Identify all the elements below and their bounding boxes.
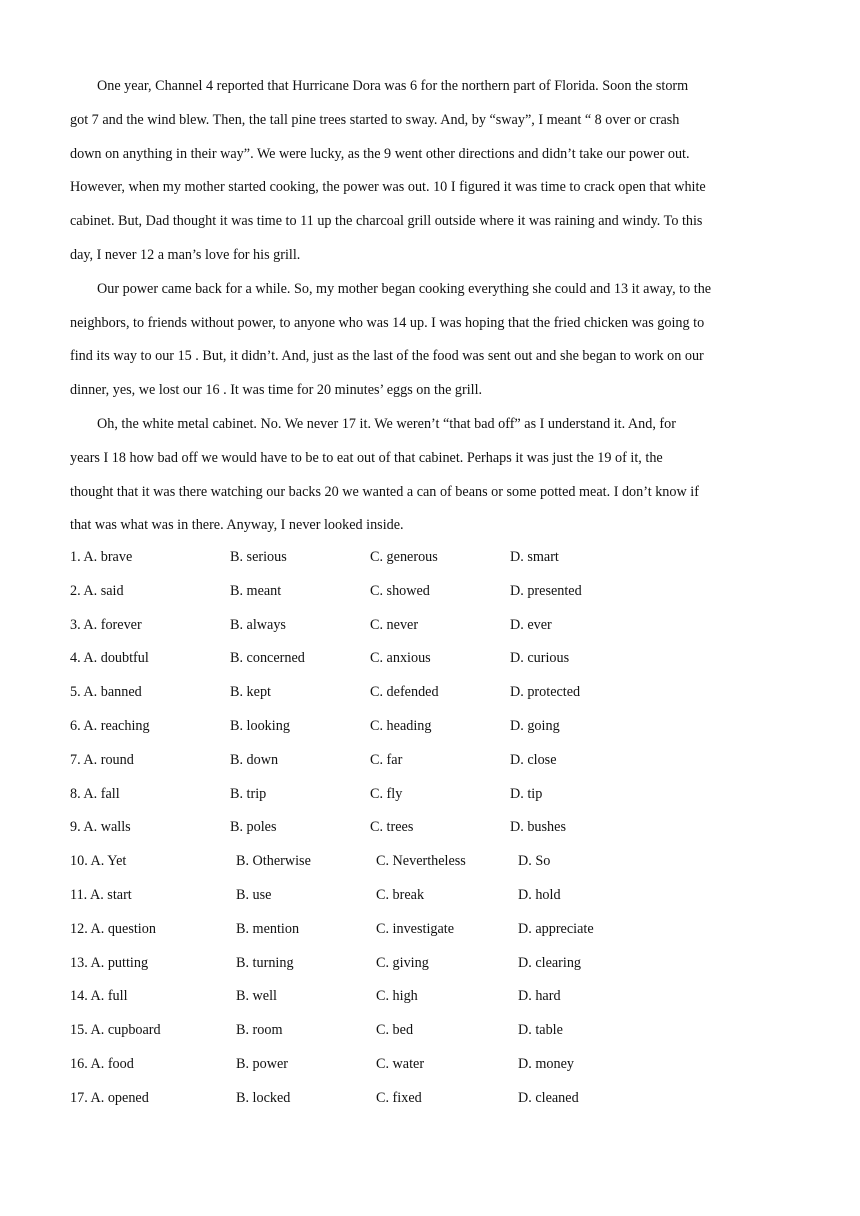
option-b: B. turning bbox=[236, 954, 294, 971]
question-row bbox=[70, 541, 790, 575]
question-row bbox=[70, 1014, 790, 1048]
passage-line: find its way to our 15 . But, it didn’t. And, just as the last of the food was sent out and she began to work on our bbox=[70, 348, 704, 365]
option-a: 10. A. Yet bbox=[70, 853, 127, 870]
option-d: D. smart bbox=[510, 549, 559, 565]
option-b: B. power bbox=[236, 1055, 289, 1072]
passage-line: neighbors, to friends without power, to anyone who was 14 up. I was hoping that the fried chicken was going to bbox=[70, 314, 705, 331]
question-row bbox=[70, 980, 790, 1014]
option-d: D. hold bbox=[518, 886, 561, 903]
question-row bbox=[70, 1082, 790, 1116]
option-b: B. well bbox=[236, 988, 277, 1005]
option-a: 4. A. doubtful bbox=[70, 650, 149, 667]
option-c: C. investigate bbox=[376, 920, 455, 937]
option-a: 15. A. cupboard bbox=[70, 1022, 161, 1039]
passage-line: got 7 and the wind blew. Then, the tall pine trees started to sway. And, by “sway”, I meant “ 8 over or crash bbox=[70, 111, 680, 128]
option-c: C. giving bbox=[376, 954, 429, 971]
passage-line: dinner, yes, we lost our 16 . It was time for 20 minutes’ eggs on the grill. bbox=[70, 382, 483, 399]
question-row bbox=[70, 913, 790, 947]
option-a: 2. A. said bbox=[70, 582, 124, 599]
option-b: B. poles bbox=[230, 819, 277, 836]
option-b: B. use bbox=[236, 886, 272, 903]
option-a: 6. A. reaching bbox=[70, 717, 150, 734]
option-c: C. water bbox=[376, 1055, 425, 1072]
option-b: B. meant bbox=[230, 582, 282, 599]
passage-line: However, when my mother started cooking, the power was out. 10 I figured it was time to crack open that white bbox=[70, 179, 706, 196]
option-d: D. table bbox=[518, 1022, 563, 1039]
option-d: D. close bbox=[510, 751, 557, 768]
option-b: B. looking bbox=[230, 717, 290, 734]
passage-line: years I 18 how bad off we would have to be to eat out of that cabinet. Perhaps it was just the 19 of it, the bbox=[70, 449, 663, 466]
passage-line: Oh, the white metal cabinet. No. We never 17 it. We weren’t “that bad off” as I understand it. And, for bbox=[97, 415, 676, 432]
option-a: 5. A. banned bbox=[70, 684, 142, 701]
option-d: D. money bbox=[518, 1055, 574, 1072]
option-d: D. ever bbox=[510, 616, 552, 633]
question-row bbox=[70, 609, 790, 643]
question-row bbox=[70, 778, 790, 812]
option-d: D. going bbox=[510, 717, 560, 734]
option-a: 12. A. question bbox=[70, 920, 156, 937]
passage-line: cabinet. But, Dad thought it was time to 11 up the charcoal grill outside where it was raining and windy. To this bbox=[70, 213, 703, 230]
option-b: B. mention bbox=[236, 920, 300, 937]
option-c: C. fly bbox=[370, 785, 403, 802]
option-d: D. So bbox=[518, 853, 551, 870]
option-d: D. bushes bbox=[510, 819, 566, 836]
option-c: C. generous bbox=[370, 549, 438, 565]
option-a: 9. A. walls bbox=[70, 819, 131, 836]
option-d: D. tip bbox=[510, 785, 543, 802]
option-d: D. protected bbox=[510, 684, 581, 701]
option-b: B. down bbox=[230, 751, 279, 768]
question-row bbox=[70, 710, 790, 744]
passage-line: thought that it was there watching our backs 20 we wanted a can of beans or some potted meat. I don’t know if bbox=[70, 483, 699, 500]
passage-line: that was what was in there. Anyway, I never looked inside. bbox=[70, 517, 404, 534]
question-row bbox=[70, 879, 790, 913]
question-row bbox=[70, 676, 790, 710]
option-b: B. kept bbox=[230, 684, 271, 701]
passage-line: day, I never 12 a man’s love for his grill. bbox=[70, 246, 301, 263]
option-c: C. high bbox=[376, 988, 418, 1005]
option-c: C. far bbox=[370, 751, 403, 768]
option-c: C. anxious bbox=[370, 650, 431, 667]
option-d: D. presented bbox=[510, 582, 582, 599]
option-d: D. cleaned bbox=[518, 1089, 579, 1106]
option-a: 8. A. fall bbox=[70, 785, 120, 802]
option-c: C. bed bbox=[376, 1022, 414, 1039]
question-row bbox=[70, 811, 790, 845]
question-row bbox=[70, 1048, 790, 1082]
option-b: B. locked bbox=[236, 1089, 291, 1106]
option-c: C. never bbox=[370, 616, 419, 633]
option-a: 17. A. opened bbox=[70, 1089, 149, 1106]
option-a: 7. A. round bbox=[70, 751, 134, 768]
passage-line: One year, Channel 4 reported that Hurricane Dora was 6 for the northern part of Florida. Soon the storm bbox=[97, 78, 689, 94]
option-a: 11. A. start bbox=[70, 886, 132, 903]
option-b: B. serious bbox=[230, 549, 287, 565]
cloze-passage bbox=[70, 70, 792, 543]
option-b: B. concerned bbox=[230, 650, 305, 667]
option-d: D. hard bbox=[518, 988, 561, 1005]
option-a: 14. A. full bbox=[70, 988, 128, 1005]
question-row bbox=[70, 845, 790, 879]
option-a: 13. A. putting bbox=[70, 954, 149, 971]
option-b: B. always bbox=[230, 616, 286, 633]
option-b: B. Otherwise bbox=[236, 853, 311, 870]
option-a: 3. A. forever bbox=[70, 616, 142, 633]
option-d: D. curious bbox=[510, 650, 570, 667]
option-b: B. room bbox=[236, 1022, 283, 1039]
option-a: 1. A. brave bbox=[70, 549, 133, 565]
passage-line: Our power came back for a while. So, my mother began cooking everything she could and 13 it away, to the bbox=[97, 280, 712, 297]
question-row bbox=[70, 947, 790, 981]
option-c: C. Nevertheless bbox=[376, 853, 466, 870]
option-c: C. fixed bbox=[376, 1089, 422, 1106]
option-d: D. clearing bbox=[518, 954, 582, 971]
passage-line: down on anything in their way”. We were lucky, as the 9 went other directions and didn’t take our power out. bbox=[70, 145, 690, 162]
question-row bbox=[70, 575, 790, 609]
answer-options bbox=[70, 541, 790, 1116]
option-c: C. break bbox=[376, 886, 425, 903]
option-a: 16. A. food bbox=[70, 1055, 134, 1072]
option-c: C. defended bbox=[370, 684, 439, 701]
option-c: C. trees bbox=[370, 819, 414, 836]
option-c: C. heading bbox=[370, 717, 432, 734]
option-d: D. appreciate bbox=[518, 920, 594, 937]
option-c: C. showed bbox=[370, 582, 430, 599]
question-row bbox=[70, 744, 790, 778]
option-b: B. trip bbox=[230, 785, 267, 802]
question-row bbox=[70, 642, 790, 676]
